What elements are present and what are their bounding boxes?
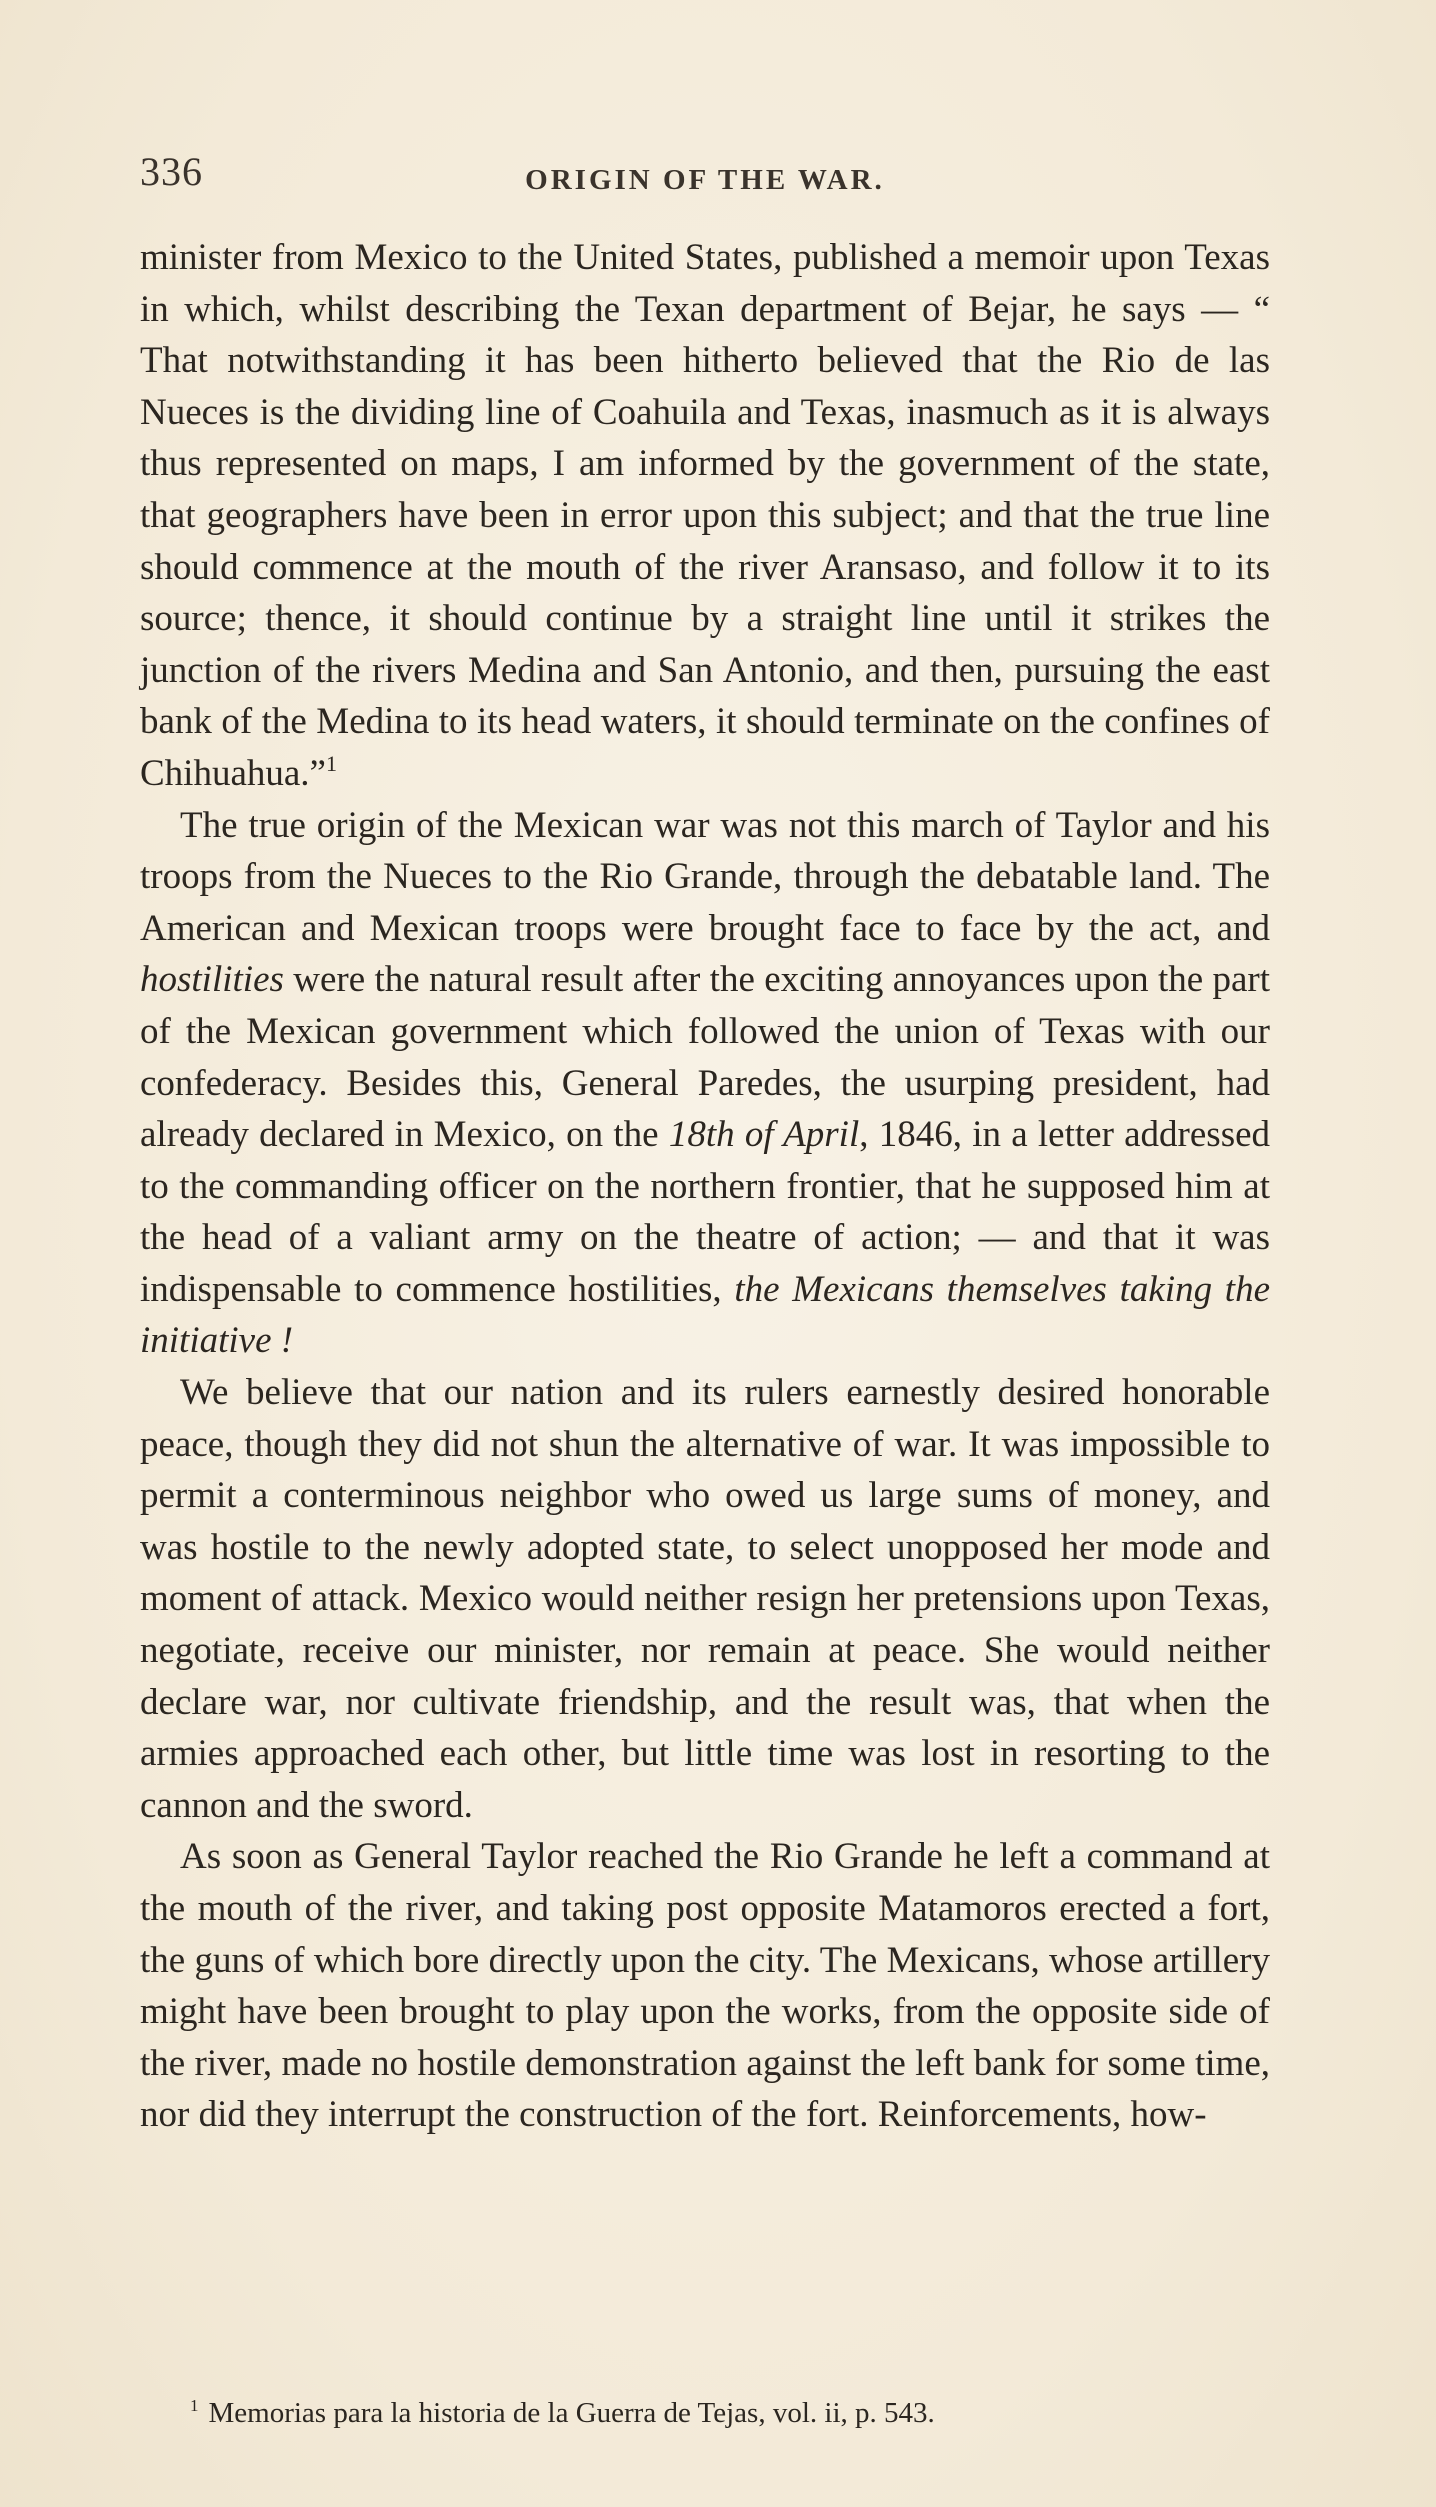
footnote-text: Memorias para la historia de la Guerra de Tejas, vol. ii, p. 543. xyxy=(208,2397,935,2429)
italic-hostilities: hostilities xyxy=(140,959,284,1001)
running-head: ORIGIN OF THE WAR. xyxy=(525,164,885,196)
footnote xyxy=(190,2388,1270,2431)
paragraph-1 xyxy=(140,232,1270,800)
paragraph-4: As soon as General Taylor reached the Rio Grande he left a command at the mouth of the river, and taking post opposite Matamoros erected a fort, the guns of which bore directly upon the city. The Mexicans, whose artillery might have been brought to play upon the works, from the opposite side of the river, made no hostile demonstration against the left bank for some time, nor did they interrupt the construction of the fort. Reinforcements, how- xyxy=(140,1836,1270,2136)
footnote-mark: 1 xyxy=(190,2396,199,2415)
paragraph-3: We believe that our nation and its rulers earnestly desired honorable peace, though they did not shun the alternative of war. It was impossible to permit a conterminous neighbor who owed us large sums of money, and was hostile to the newly adopted state, to select unopposed her mode and moment of attack. Mexico would neither resign her pretensions upon Texas, negotiate, receive our minister, nor remain at peace. She would neither declare war, nor cultivate friendship, and the result was, that when the armies approached each other, but little time was lost in resorting to the cannon and the sword. xyxy=(140,1372,1270,1826)
page-number: 336 xyxy=(140,149,203,194)
page-header xyxy=(140,148,1270,208)
footnote-reference: 1 xyxy=(325,750,337,776)
paragraph-2-text-c: , 1846, in a letter addressed to the commanding officer on the northern frontier, that he supposed him at the head of a valiant army on the theatre of action; — and that it was indispensable to commence hostilities, xyxy=(140,1114,1271,1310)
paragraph-2-text-a: The true origin of the Mexican war was not this march of Taylor and his troops from the Nueces to the Rio Grande, through the debatable land. The American and Mexican troops were brought face to face by the act, and xyxy=(140,804,1270,949)
body-text xyxy=(140,232,1270,2141)
paragraph-2 xyxy=(140,800,1270,1368)
paragraph-2-text-b: were the natural result after the exciting annoyances upon the part of the Mexican government which followed the union of Texas with our confederacy. Besides this, General Paredes, the usurping president, had already declared in Mexico, on the xyxy=(140,959,1270,1156)
paragraph-1-text: minister from Mexico to the United States, published a memoir upon Texas in which, whilst describing the Texan department of Bejar, he says — “ That notwithstanding it has been hitherto believed that the Rio de las Nueces is the dividing line of Coahuila and Texas, inasmuch as it is always thus represented on maps, I am informed by the government of the state, that geographers have been in error upon this subject; and that the true line should commence at the mouth of the river Aransaso, and follow it to its source; thence, it should continue by a straight line until it strikes the junction of the rivers Medina and San Antonio, and then, pursuing the east bank of the Medina to its head waters, it should terminate on the confines of Chihuahua.” xyxy=(140,237,1270,794)
italic-date: 18th of April xyxy=(668,1114,860,1156)
italic-initiative: the Mexicans themselves taking the initiative ! xyxy=(140,1268,1270,1362)
